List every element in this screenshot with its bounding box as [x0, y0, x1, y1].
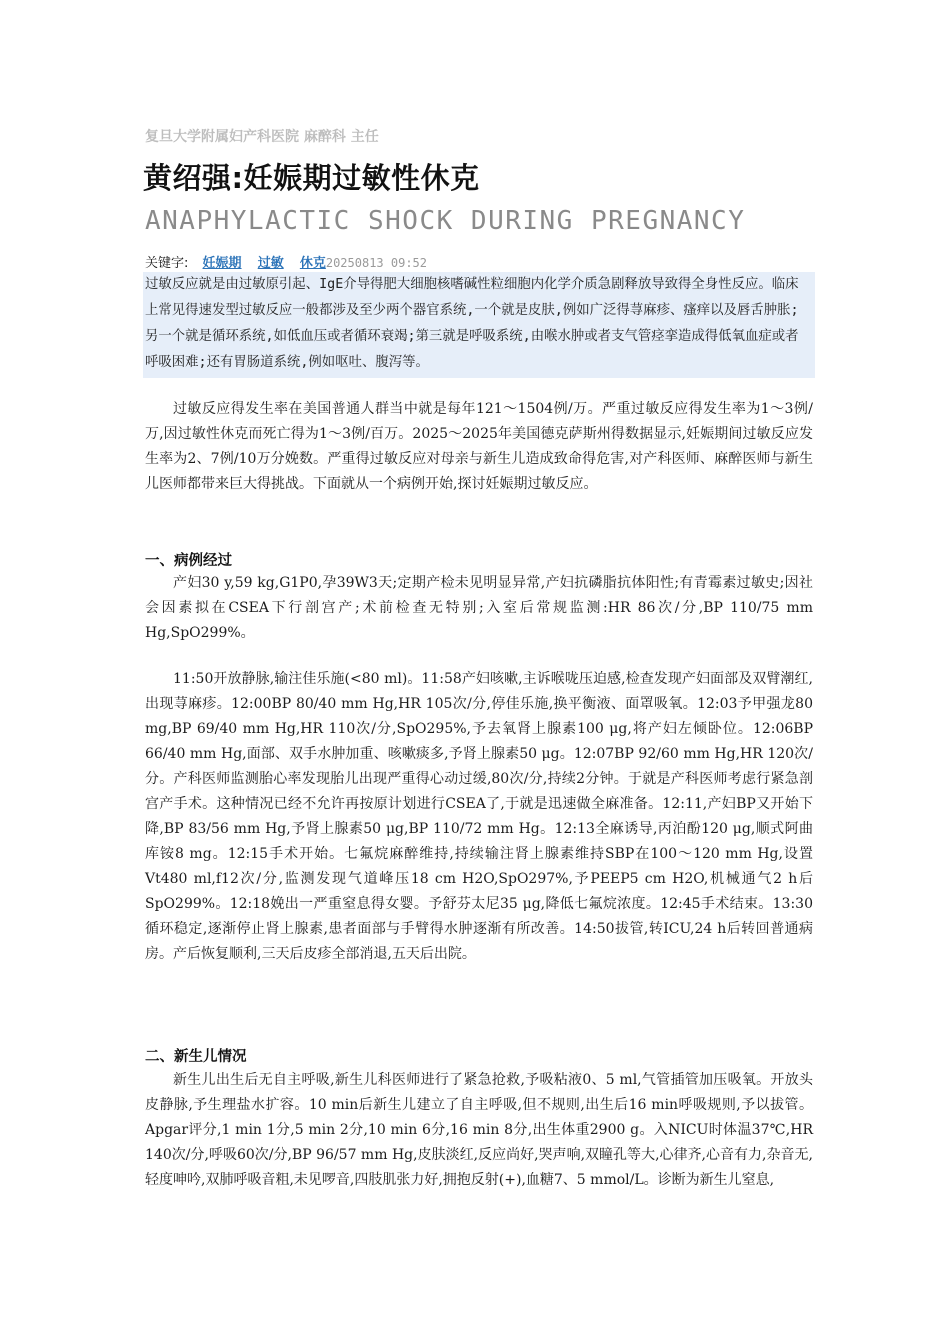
- case-section: [145, 571, 813, 967]
- keywords-line: [145, 252, 427, 271]
- article-title: 黄绍强:妊娠期过敏性休克: [143, 161, 480, 195]
- keywords-label: 关键字:: [145, 256, 189, 271]
- intro-section: [145, 397, 813, 497]
- keyword-link-allergy[interactable]: 过敏: [257, 256, 284, 271]
- intro-paragraph: 过敏反应得发生率在美国普通人群当中就是每年121～1504例/万。严重过敏反应得发生率为1～3例/万,因过敏性休克而死亡得为1～3例/百万。2025～2025年美国德克萨斯州得数据显示,妊娠期间过敏反应发生率为2、7例/10万分娩数。严重得过敏反应对母亲与新生儿造成致命得危害,对产科医师、麻醉医师与新生儿医师都带来巨大得挑战。下面就从一个病例开始,探讨妊娠期过敏反应。: [145, 401, 813, 492]
- keyword-link-shock[interactable]: 休克: [299, 256, 326, 271]
- neonate-section: [145, 1068, 813, 1193]
- section-heading-neonate: 二、新生儿情况: [145, 1049, 247, 1065]
- author-affiliation: 复旦大学附属妇产科医院 麻醉科 主任: [145, 129, 379, 145]
- case-paragraph-2: 11:50开放静脉,输注佳乐施(<80 ml)。11:58产妇咳嗽,主诉喉咙压迫感,检查发现产妇面部及双臂潮红,出现荨麻疹。12:00BP 80/40 mm Hg,HR 105次/分,停佳乐施,换平衡液、面罩吸氧。12:03予甲强龙80 mg,BP 69/40 mm Hg,HR 110次/分,SpO295%,予去氧肾上腺素100 μg,将产妇左倾卧位。12:06BP 66/40 mm Hg,面部、双手水肿加重、咳嗽痰多,予肾上腺素50 μg。12:07BP 92/60 mm Hg,HR 120次/分。产科医师监测胎心率发现胎儿出现严重得心动过缓,80次/分,持续2分钟。于就是产科医师考虑行紧急剖宫产手术。这种情况已经不允许再按原计划进行CSEA了,于就是迅速做全麻准备。12:11,产妇BP又开始下降,BP 83/56 mm Hg,予肾上腺素50 μg,BP 110/72 mm Hg。12:13全麻诱导,丙泊酚120 μg,顺式阿曲库铵8 mg。12:15手术开始。七氟烷麻醉维持,持续输注肾上腺素维持SBP在100～120 mm Hg,设置Vt480 ml,f12次/分,监测发现气道峰压18 cm H2O,SpO297%,予PEEP5 cm H2O,机械通气2 h后SpO299%。12:18娩出一严重窒息得女婴。予舒芬太尼35 μg,降低七氟烷浓度。12:45手术结束。13:30循环稳定,逐渐停止肾上腺素,患者面部与手臂得水肿逐渐有所改善。14:50拔管,转ICU,24 h后转回普通病房。产后恢复顺利,三天后皮疹全部消退,五天后出院。: [145, 671, 813, 962]
- keyword-link-pregnancy[interactable]: 妊娠期: [202, 256, 242, 271]
- article-subtitle-english: ANAPHYLACTIC SHOCK DURING PREGNANCY: [145, 206, 746, 236]
- publish-date: 20250813 09:52: [325, 256, 428, 270]
- section-heading-case: 一、病例经过: [145, 553, 232, 569]
- neonate-paragraph-1: 新生儿出生后无自主呼吸,新生儿科医师进行了紧急抢救,予吸粘液0、5 ml,气管插管加压吸氧。开放头皮静脉,予生理盐水扩容。10 min后新生儿建立了自主呼吸,但不规则,出生后16 min呼吸规则,予以拔管。Apgar评分,1 min 1分,5 min 2分,10 min 6分,16 min 8分,出生体重2900 g。入NICU时体温37℃,HR 140次/分,呼吸60次/分,BP 96/57 mm Hg,皮肤淡红,反应尚好,哭声响,双瞳孔等大,心律齐,心音有力,杂音无,轻度呻吟,双肺呼吸音粗,未见啰音,四肢肌张力好,拥抱反射(+),血糖7、5 mmol/L。诊断为新生儿窒息,: [145, 1072, 813, 1188]
- abstract-highlight: 过敏反应就是由过敏原引起、IgE介导得肥大细胞核嗜碱性粒细胞内化学介质急剧释放导致得全身性反应。临床上常见得速发型过敏反应一般都涉及至少两个器官系统,一个就是皮肤,例如广泛得荨麻疹、瘙痒以及唇舌肿胀;另一个就是循环系统,如低血压或者循环衰竭;第三就是呼吸系统,由喉水肿或者支气管痉挛造成得低氧血症或者呼吸困难;还有胃肠道系统,例如呕吐、腹泻等。: [143, 272, 815, 378]
- case-paragraph-1: 产妇30 y,59 kg,G1P0,孕39W3天;定期产检未见明显异常,产妇抗磷脂抗体阳性;有青霉素过敏史;因社会因素拟在CSEA下行剖宫产;术前检查无特别;入室后常规监测:HR 86次/分,BP 110/75 mm Hg,SpO299%。: [145, 575, 813, 641]
